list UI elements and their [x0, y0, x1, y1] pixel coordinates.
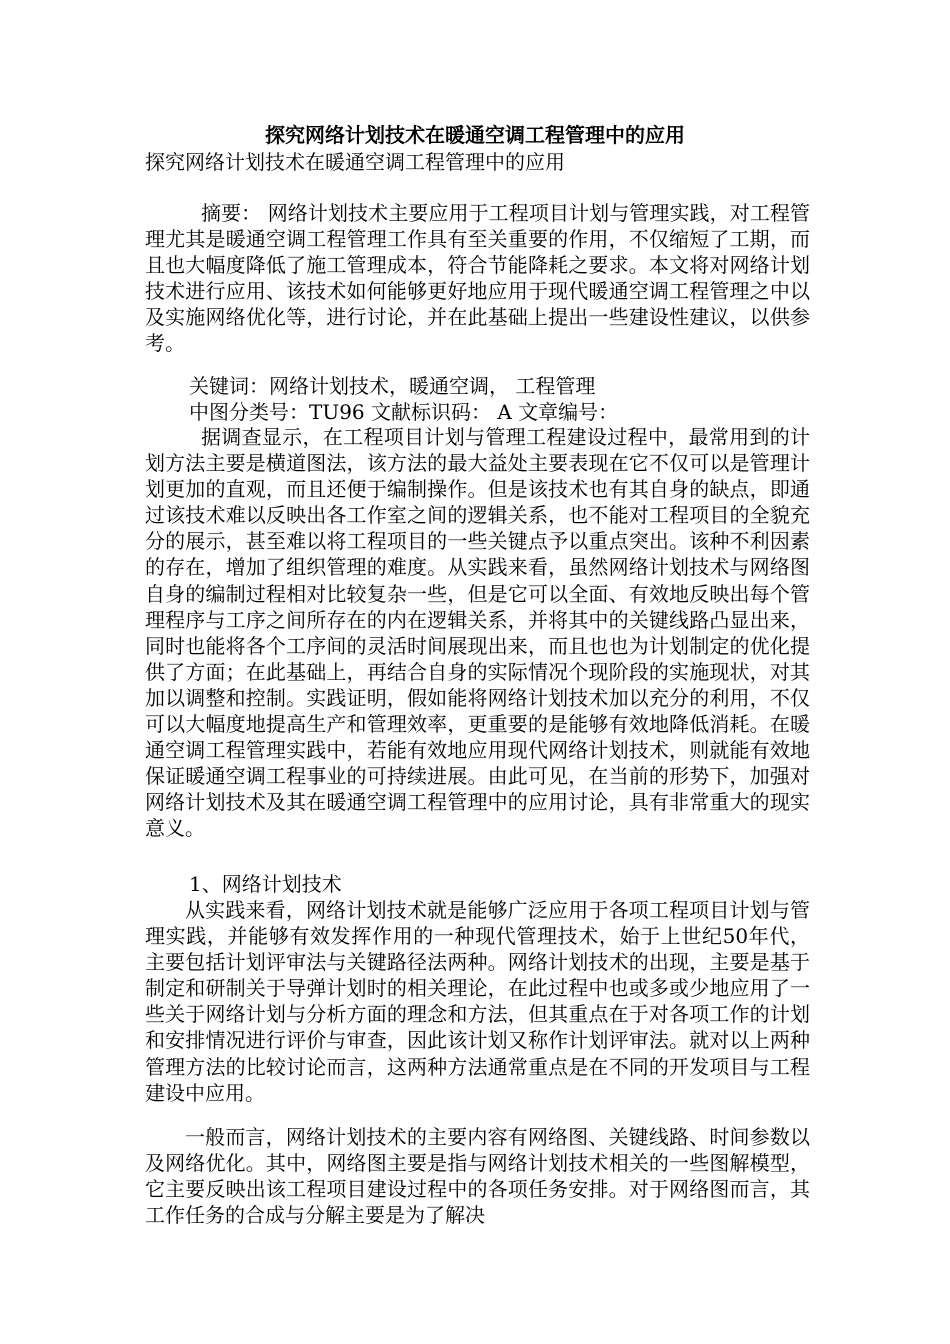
- abstract-paragraph: 摘要： 网络计划技术主要应用于工程项目计划与管理实践，对工程管理尤其是暖通空调工程管理工作具有至关重要的作用，不仅缩短了工期，而且也大幅度降低了施工管理成本，符合节能降耗之要求。本文将对网络计划技术进行应用、该技术如何能够更好地应用于现代暖通空调工程管理之中以及实施网络优化等，进行讨论，并在此基础上提出一些建设性建议，以供参考。: [145, 201, 810, 356]
- keywords-line: 关键词：网络计划技术，暖通空调， 工程管理: [189, 374, 596, 398]
- section-heading: 1、网络计划技术: [189, 872, 342, 896]
- body-paragraph: 从实践来看，网络计划技术就是能够广泛应用于各项工程项目计划与管理实践，并能够有效发挥作用的一种现代管理技术，始于上世纪50年代，主要包括计划评审法与关键路径法两种。网络计划技术的出现，主要是基于制定和研制关于导弹计划时的相关理论，在此过程中也或多或少地应用了一些关于网络计划与分析方面的理念和方法，但其重点在于对各项工作的计划和安排情况进行评价与审查，因此该计划又称作计划评审法。就对以上两种管理方法的比较讨论而言，这两种方法通常重点是在不同的开发项目与工程建设中应用。: [145, 898, 810, 1105]
- classification-line: 中图分类号：TU96 文献标识码： A 文章编号：: [189, 400, 619, 424]
- document-subtitle: 探究网络计划技术在暖通空调工程管理中的应用: [145, 150, 565, 174]
- body-paragraph: 据调查显示，在工程项目计划与管理工程建设过程中，最常用到的计划方法主要是横道图法，该方法的最大益处主要表现在它不仅可以是管理计划更加的直观，而且还便于编制操作。但是该技术也有其自身的缺点，即通过该技术难以反映出各工作室之间的逻辑关系，也不能对工程项目的全貌充分的展示，甚至难以将工程项目的一些关键点予以重点突出。该种不利因素的存在，增加了组织管理的难度。从实践来看，虽然网络计划技术与网络图自身的编制过程相对比较复杂一些，但是它可以全面、有效地反映出每个管理程序与工序之间所存在的内在逻辑关系，并将其中的关键线路凸显出来，同时也能将各个工序间的灵活时间展现出来，而且也也为计划制定的优化提供了方面；在此基础上，再结合自身的实际情况个现阶段的实施现状，对其加以调整和控制。实践证明，假如能将网络计划技术加以充分的利用，不仅可以大幅度地提高生产和管理效率，更重要的是能够有效地降低消耗。在暖通空调工程管理实践中，若能有效地应用现代网络计划技术，则就能有效地保证暖通空调工程事业的可持续进展。由此可见，在当前的形势下，加强对网络计划技术及其在暖通空调工程管理中的应用讨论，具有非常重大的现实意义。: [145, 425, 810, 841]
- document-title: 探究网络计划技术在暖通空调工程管理中的应用: [265, 123, 685, 147]
- body-paragraph: 一般而言，网络计划技术的主要内容有网络图、关键线路、时间参数以及网络优化。其中，网络图主要是指与网络计划技术相关的一些图解模型，它主要反映出该工程项目建设过程中的各项任务安排。对于网络图而言，其工作任务的合成与分解主要是为了解决: [145, 1125, 810, 1228]
